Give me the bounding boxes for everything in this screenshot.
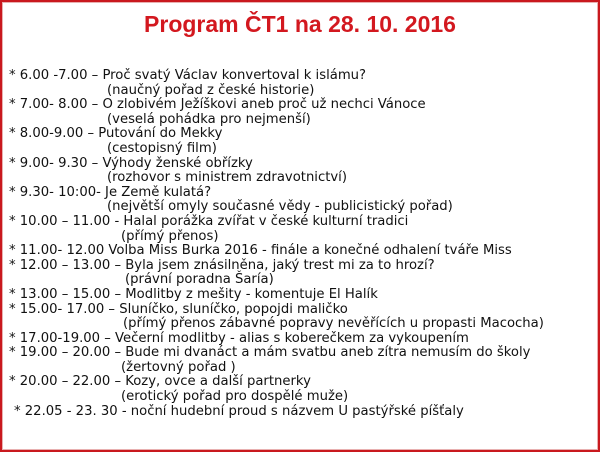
program-entry: * 9.30- 10:00- Je Země kulatá?: [9, 184, 212, 200]
program-entry-note: (přímý přenos): [121, 228, 219, 244]
program-entry: * 9.00- 9.30 – Výhody ženské obřízky: [9, 155, 253, 171]
program-entry: * 15.00- 17.00 – Sluníčko, sluníčko, popojdi maličko: [9, 301, 348, 317]
program-entry: * 17.00-19.00 – Večerní modlitby - alias s koberečkem za vykoupením: [9, 330, 469, 346]
program-entry-note: (právní poradna Šaría): [125, 272, 274, 288]
program-entry-note: (erotický pořad pro dospělé muže): [121, 389, 349, 405]
program-entry-note: (veselá pohádka pro nejmenší): [107, 111, 311, 127]
page-title: Program ČT1 na 28. 10. 2016: [144, 11, 456, 37]
program-panel: [2, 2, 598, 450]
program-entry: * 19.00 – 20.00 – Bude mi dvanáct a mám svatbu aneb zítra nemusím do školy: [9, 345, 531, 361]
program-entry: * 22.05 - 23. 30 - noční hudební proud s názvem U pastýřské píšťaly: [14, 403, 464, 419]
program-entry: * 11.00- 12.00 Volba Miss Burka 2016 - finále a konečné odhalení tváře Miss: [9, 243, 512, 259]
program-entry: * 13.00 – 15.00 – Modlitby z mešity - komentuje El Halík: [9, 286, 378, 302]
program-entry: * 10.00 – 11.00 - Halal porážka zvířat v české kulturní tradici: [9, 213, 409, 229]
program-entry-note: (naučný pořad z české historie): [107, 82, 315, 98]
program-entry-note: (žertovný pořad ): [121, 359, 236, 375]
program-entry: * 12.00 – 13.00 – Byla jsem znásilněna, jaký trest mi za to hrozí?: [9, 257, 435, 273]
program-entry-note: (cestopisný film): [107, 140, 217, 156]
program-entry-note: (přímý přenos zábavné popravy nevěřících u propasti Macocha): [123, 316, 544, 332]
program-list: [9, 69, 595, 419]
program-entry: * 8.00-9.00 – Putování do Mekky: [9, 126, 223, 142]
program-entry-note: (největší omyly současné vědy - publicistický pořad): [107, 199, 453, 215]
program-entry: * 20.00 – 22.00 – Kozy, ovce a další partnerky: [9, 374, 311, 390]
program-entry: * 6.00 -7.00 – Proč svatý Václav konvertoval k islámu?: [9, 68, 367, 83]
program-entry-note: (rozhovor s ministrem zdravotnictví): [107, 170, 347, 186]
program-entry: * 7.00- 8.00 – O zlobivém Ježíškovi aneb proč už nechci Vánoce: [9, 97, 426, 113]
